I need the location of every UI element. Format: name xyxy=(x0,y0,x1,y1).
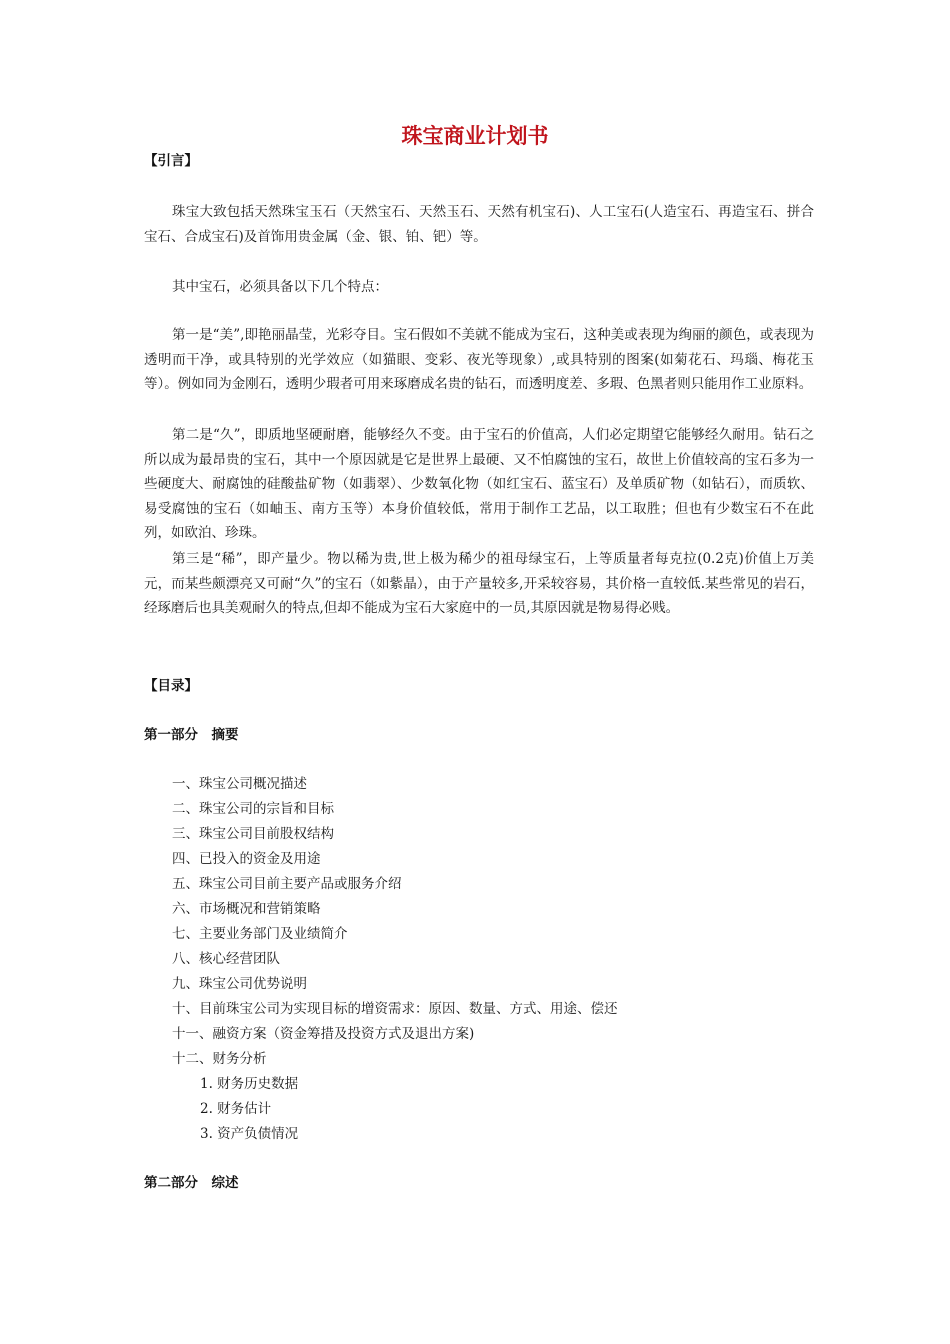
intro-paragraph-durability: 第二是“久”，即质地坚硬耐磨，能够经久不变。由于宝石的价值高，人们必定期望它能够经久耐用。钻石之所以成为最昂贵的宝石，其中一个原因就是它是世界上最硬、又不怕腐蚀的宝石，故世上价值较高的宝石多为一些硬度大、耐腐蚀的硅酸盐矿物（如翡翠）、少数氧化物（如红宝石、蓝宝石）及单质矿物（如钻石），而质软、易受腐蚀的宝石（如岫玉、南方玉等）本身价值较低，常用于制作工艺品，以工取胜；但也有少数宝石不在此列，如欧泊、珍珠。 xyxy=(144,427,814,541)
toc-subitem: 3. 资产负债情况 xyxy=(200,1126,299,1142)
toc-item: 十、目前珠宝公司为实现目标的增资需求：原因、数量、方式、用途、偿还 xyxy=(172,1001,618,1017)
document-title: 珠宝商业计划书 xyxy=(401,124,549,148)
toc-item: 八、核心经营团队 xyxy=(172,951,280,967)
toc-item: 七、主要业务部门及业绩简介 xyxy=(172,926,348,942)
toc-heading: 【目录】 xyxy=(144,678,198,694)
intro-heading: 【引言】 xyxy=(144,153,198,169)
toc-item: 五、珠宝公司目前主要产品或服务介绍 xyxy=(172,876,402,892)
toc-subitem: 2. 财务估计 xyxy=(200,1101,272,1117)
toc-item: 十二、财务分析 xyxy=(172,1051,267,1067)
toc-item: 六、市场概况和营销策略 xyxy=(172,901,321,917)
toc-subitem: 1. 财务历史数据 xyxy=(200,1076,299,1092)
toc-item: 三、珠宝公司目前股权结构 xyxy=(172,826,334,842)
intro-paragraph-beauty: 第一是“美”,即艳丽晶莹，光彩夺目。宝石假如不美就不能成为宝石，这种美或表现为绚丽的颜色，或表现为透明而干净，或具特别的光学效应（如猫眼、变彩、夜光等现象）,或具特别的图案(如菊花石、玛瑙、梅花玉等）。例如同为金刚石，透明少瑕者可用来琢磨成名贵的钻石，而透明度差、多瑕、色黑者则只能用作工业原料。 xyxy=(144,327,814,392)
toc-item: 二、珠宝公司的宗旨和目标 xyxy=(172,801,334,817)
part2-heading: 第二部分 综述 xyxy=(144,1175,239,1191)
intro-paragraph-rarity: 第三是“稀”，即产量少。物以稀为贵,世上极为稀少的祖母绿宝石，上等质量者每克拉(0.2克)价值上万美元，而某些颇漂亮又可耐“久”的宝石（如紫晶），由于产量较多,开采较容易，其价格一直较低.某些常见的岩石，经琢磨后也具美观耐久的特点,但却不能成为宝石大家庭中的一员,其原因就是物易得必贱。 xyxy=(144,551,814,616)
toc-item: 一、珠宝公司概况描述 xyxy=(172,776,307,792)
table-of-contents xyxy=(172,772,618,1147)
toc-item: 四、已投入的资金及用途 xyxy=(172,851,321,867)
intro-paragraph-2: 其中宝石，必须具备以下几个特点： xyxy=(172,279,388,295)
part1-heading: 第一部分 摘要 xyxy=(144,727,239,743)
toc-item: 十一、融资方案（资金筹措及投资方式及退出方案) xyxy=(172,1026,475,1042)
intro-paragraph-1: 珠宝大致包括天然珠宝玉石（天然宝石、天然玉石、天然有机宝石)、人工宝石(人造宝石、再造宝石、拼合宝石、合成宝石)及首饰用贵金属（金、银、铂、钯）等。 xyxy=(144,204,814,245)
toc-item: 九、珠宝公司优势说明 xyxy=(172,976,307,992)
